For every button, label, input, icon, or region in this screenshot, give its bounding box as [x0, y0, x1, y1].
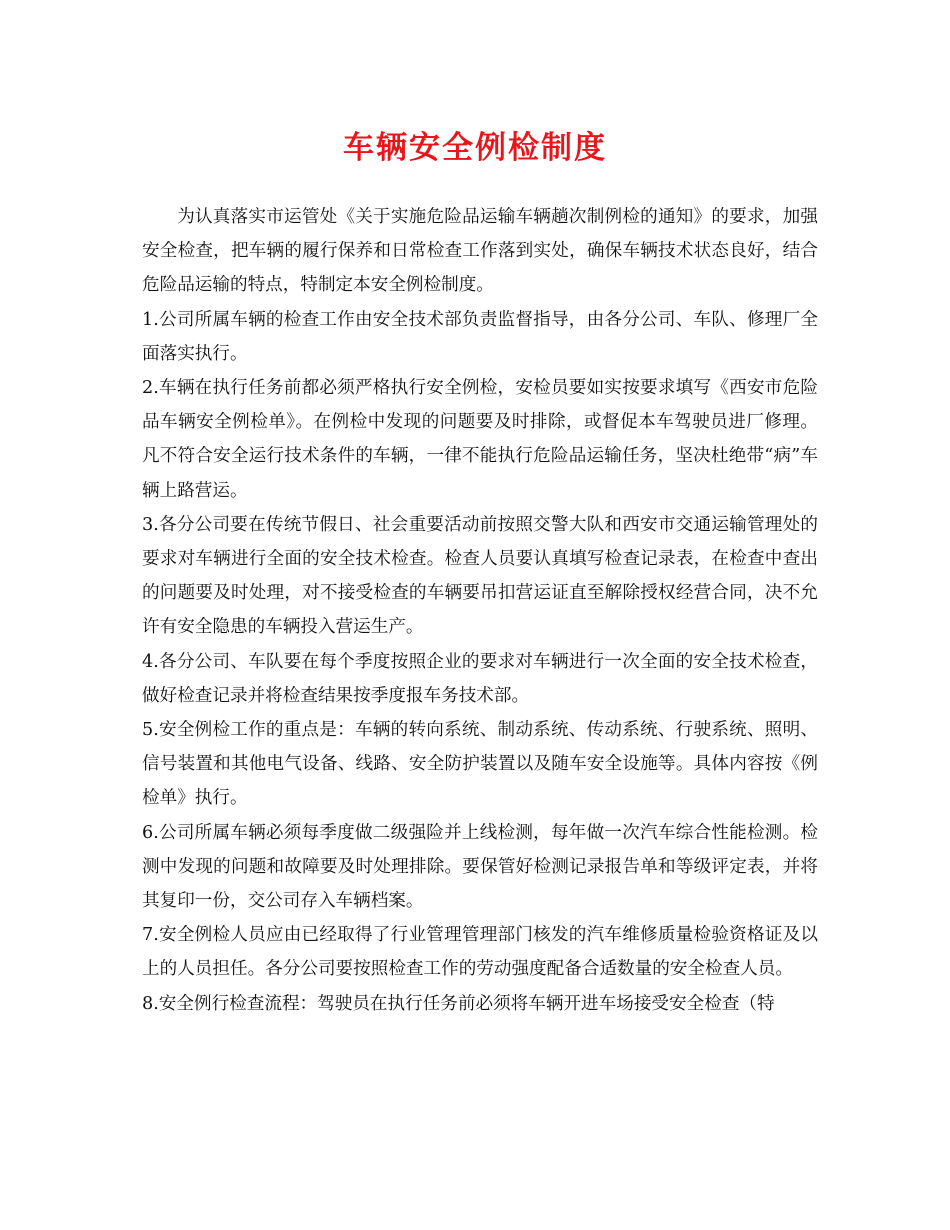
intro-paragraph: 为认真落实市运管处《关于实施危险品运输车辆趟次制例检的通知》的要求，加强安全检查，把车辆的履行保养和日常检查工作落到实处，确保车辆技术状态良好，结合危险品运输的特点，特制定本安全例检制度。 — [142, 207, 818, 296]
clause-1: 1.公司所属车辆的检查工作由安全技术部负责监督指导，由各分公司、车队、修理厂全面落实执行。 — [142, 309, 818, 364]
clause-8: 8.安全例行检查流程：驾驶员在执行任务前必须将车辆开进车场接受安全检查（特 — [142, 993, 775, 1014]
document-body — [142, 200, 818, 1021]
document-title: 车辆安全例检制度 — [343, 130, 607, 166]
clause-7: 7.安全例检人员应由已经取得了行业管理管理部门核发的汽车维修质量检验资格证及以上的人员担任。各分公司要按照检查工作的劳动强度配备合适数量的安全检查人员。 — [142, 925, 818, 980]
clause-2: 2.车辆在执行任务前都必须严格执行安全例检，安检员要如实按要求填写《西安市危险品车辆安全例检单》。在例检中发现的问题要及时排除，或督促本车驾驶员进厂修理。凡不符合安全运行技术条件的车辆，一律不能执行危险品运输任务，坚决杜绝带“病”车辆上路营运。 — [142, 378, 818, 501]
clause-3: 3.各分公司要在传统节假日、社会重要活动前按照交警大队和西安市交通运输管理处的要求对车辆进行全面的安全技术检查。检查人员要认真填写检查记录表，在检查中查出的问题要及时处理，对不接受检查的车辆要吊扣营运证直至解除授权经营合同，决不允许有安全隐患的车辆投入营运生产。 — [142, 514, 818, 638]
clause-6: 6.公司所属车辆必须每季度做二级强险并上线检测，每年做一次汽车综合性能检测。检测中发现的问题和故障要及时处理排除。要保管好检测记录报告单和等级评定表，并将其复印一份，交公司存入车辆档案。 — [142, 822, 818, 912]
clause-4: 4.各分公司、车队要在每个季度按照企业的要求对车辆进行一次全面的安全技术检查，做好检查记录并将检查结果按季度报车务技术部。 — [142, 651, 818, 706]
clause-5: 5.安全例检工作的重点是：车辆的转向系统、制动系统、传动系统、行驶系统、照明、信号装置和其他电气设备、线路、安全防护装置以及随车安全设施等。具体内容按《例检单》执行。 — [142, 720, 818, 809]
